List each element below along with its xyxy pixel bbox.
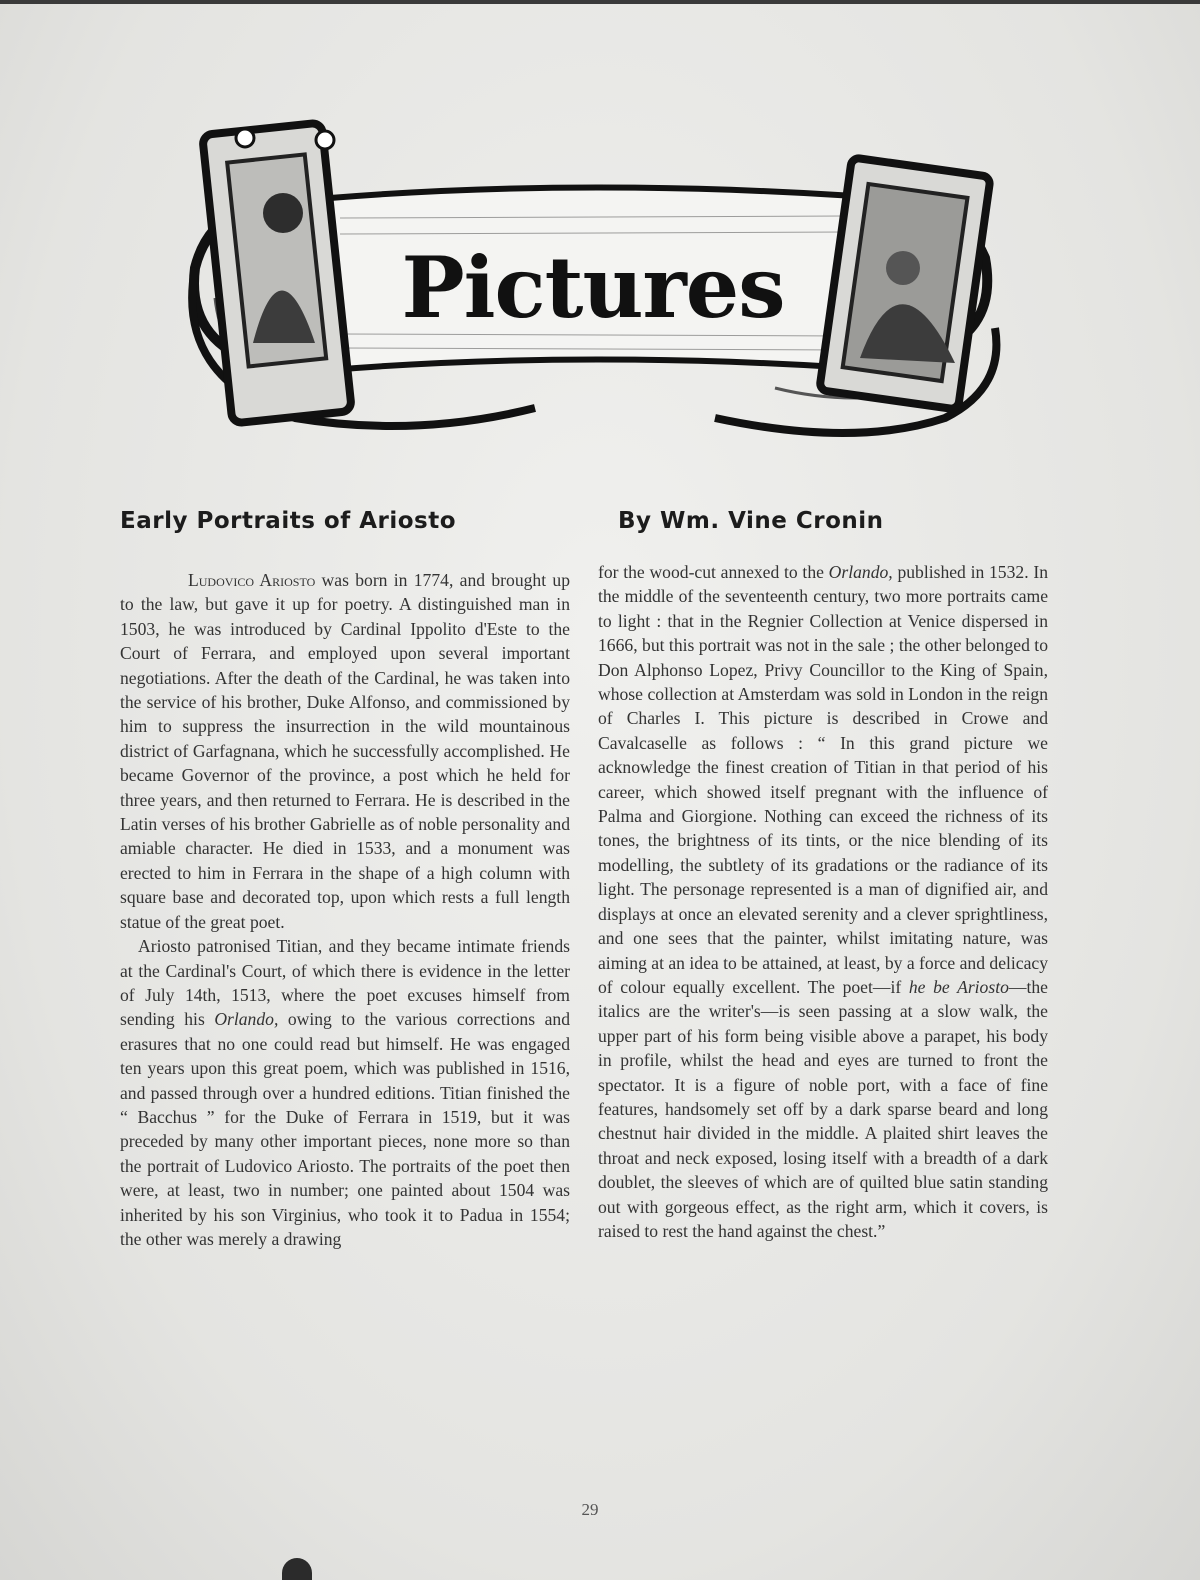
paragraph-3 [598, 560, 1048, 1243]
paragraph-3-italic-2: he be Ariosto [908, 976, 1009, 997]
paragraph-2-text-b: owing to the various corrections and erasures that no one could read but himself. He was engaged ten years upon this great poem, which was published in 1516, and passed through over a hundred editions. Titian finished the “ Bacchus ” for the Duke of Ferrara in 1519, but it was preceded by many other important pieces, none more so than the portrait of Ludovico Ariosto. The portraits of the poet then were, at least, two in number; one painted about 1504 was inherited by his son Virginius, who took it to Padua in 1554; the other was merely a drawing [120, 1009, 570, 1249]
article-column-left [120, 568, 570, 1251]
page-number: 29 [581, 1500, 599, 1519]
paragraph-3-text-c: —the italics are the writer's—is seen passing at a slow walk, the upper part of his form being visible above a parapet, his body in profile, whilst the head and eyes are turned to front the spectator. It is a figure of noble port, with a face of fine features, handsomely set off by a dark sparse beard and long chestnut hair divided in the middle. A plaited shirt leaves the throat and neck exposed, losing itself with a breadth of a dark doublet, the sleeves of which are of quilted blue satin standing out with gorgeous effect, as the right arm, which it covers, is raised to rest the hand against the chest.” [598, 976, 1048, 1241]
paragraph-3-text-a: for the wood-cut annexed to the [598, 562, 829, 582]
paragraph-3-text-b: published in 1532. In the middle of the seventeenth century, two more portraits came to light : that in the Regnier Collection at Venice dispersed in 1666, but this portrait was not in the sale ; the other belonged to Don Alphonso Lopez, Privy Councillor to the King of Spain, whose collection at Amsterdam was sold in London in the reign of Charles I. This picture is described in Crowe and Cavalcaselle as follows : “ In this grand picture we acknowledge the finest creation of Titian in that period of his career, which showed itself pregnant with the influence of Palma and Giorgione. Nothing can exceed the richness of its tones, the brightness of its tints, or the nice blending of its modelling, the subtlety of its gradations or the radiance of its light. The personage represented is a man of dignified air, and displays at once an elevated serenity and a clever sprightliness, and one sees that the painter, whilst imitating nature, was aiming at an idea to be attained, at least, by a force and delicacy of colour equally excellent. The poet—if [598, 562, 1048, 997]
ink-smudge [282, 1558, 312, 1580]
pictures-banner [155, 118, 1010, 453]
paragraph-3-italic-1: Orlando, [828, 562, 893, 582]
paragraph-1-lead: Ludovico Ariosto [188, 570, 316, 590]
banner-title: Pictures [401, 238, 785, 337]
paragraph-1-text: was born in 1774, and brought up to the law, but gave it up for poetry. A distinguished man in 1503, he was introduced by Cardinal Ippolito d'Este to the Court of Ferrara, and employed upon several important negotiations. After the death of the Cardinal, he was taken into the service of his brother, Duke Alfonso, and commissioned by him to suppress the insurrection in the wild mountainous district of Garfagnana, which he successfully accomplished. He became Governor of the province, a post which he held for three years, and then returned to Ferrara. He is described in the Latin verses of his brother Gabrielle as of noble personality and amiable character. He died in 1533, and a monument was erected to him in Ferrara in the shape of a high column with square base and decorated top, upon which rests a full length statue of the great poet. [120, 570, 570, 932]
article-byline: By Wm. Vine Cronin [618, 508, 884, 534]
article-column-right [598, 560, 1048, 1243]
paragraph-2-italic: Orlando, [214, 1009, 279, 1030]
article-title: Early Portraits of Ariosto [120, 508, 457, 534]
paragraph-2 [120, 934, 570, 1251]
paragraph-1 [120, 568, 570, 934]
paragraph-2-text-a: Ariosto patronised Titian, and they became intimate friends at the Cardinal's Court, of which there is evidence in the letter of July 14th, 1513, where the poet excuses himself from sending his [120, 936, 570, 1030]
